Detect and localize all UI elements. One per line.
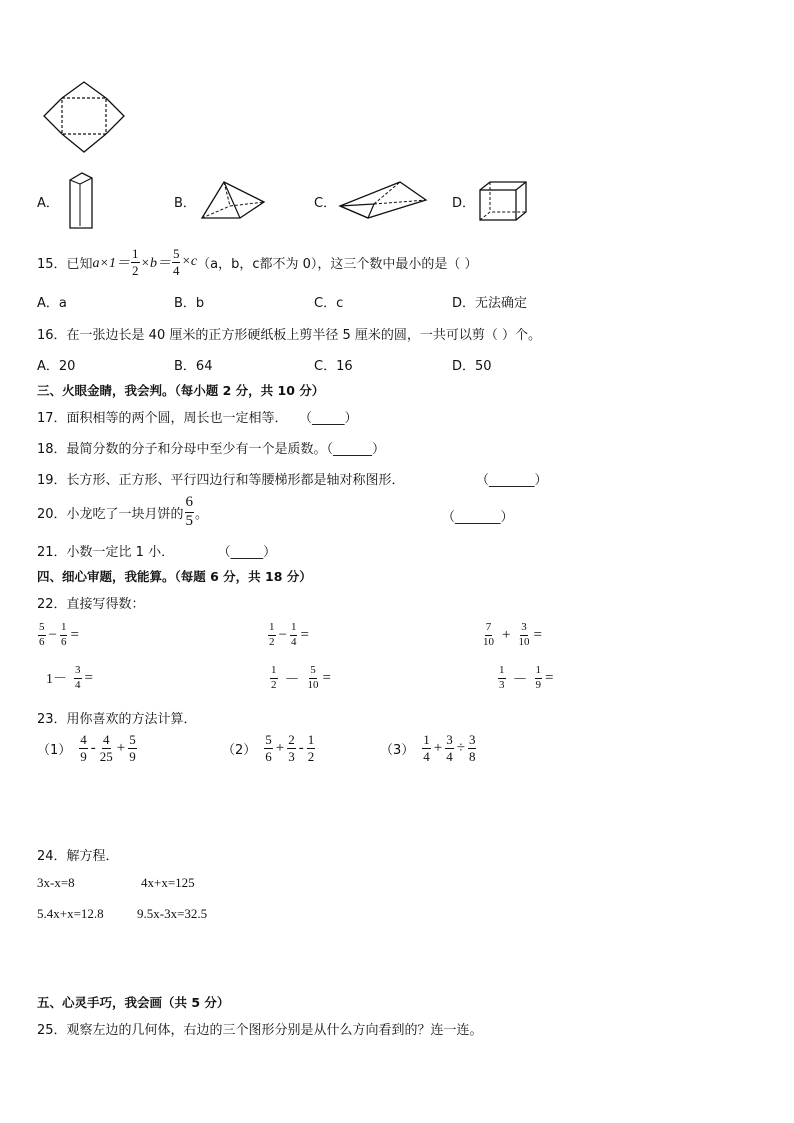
numerator: 3	[468, 732, 476, 747]
q15-fraction-1	[131, 247, 140, 277]
fraction	[468, 733, 477, 763]
numerator: 2	[288, 732, 295, 747]
fraction	[264, 733, 273, 763]
numerator: 3	[520, 622, 528, 636]
q15-tail: （a，b，c都不为 0），这三个数中最小的是（ ）	[197, 256, 478, 272]
denominator: 2	[271, 678, 277, 691]
fraction	[79, 733, 88, 763]
q16-option-a: A．20	[37, 359, 76, 374]
denominator: 10	[483, 635, 494, 648]
numerator: 3	[446, 732, 453, 747]
numerator: 5	[265, 732, 272, 747]
denominator: 3	[499, 678, 505, 691]
question-21	[37, 541, 276, 560]
fraction	[99, 733, 114, 763]
q19-answer-blank[interactable]: （_______）	[476, 473, 548, 488]
q22-item-2	[267, 622, 311, 648]
q15-number: 15．已知	[37, 256, 93, 272]
item-label: （3）	[380, 742, 415, 758]
equation-2: 4x+x=125	[141, 875, 195, 890]
equation-4: 9.5x-3x=32.5	[137, 906, 208, 921]
fraction	[290, 622, 298, 648]
equals: =	[533, 626, 542, 643]
numerator: 1	[132, 246, 139, 261]
question-20	[37, 495, 208, 530]
item-label: （1）	[37, 742, 72, 758]
pyramid-icon	[200, 180, 270, 222]
q24-title: 24．解方程．	[37, 849, 119, 864]
q21-answer-blank[interactable]: （_____）	[224, 545, 277, 560]
fraction	[482, 622, 495, 648]
q21-text: 21．小数一定比 1 小．	[37, 545, 175, 560]
equation-1: 3x-x=8	[37, 875, 75, 890]
equals: =	[322, 669, 331, 686]
fraction	[60, 622, 68, 648]
option-c-label: C．	[314, 196, 337, 211]
denominator: 9	[535, 678, 542, 691]
numerator: 1	[60, 622, 68, 636]
denominator: 9	[80, 748, 87, 764]
denominator: 4	[172, 262, 180, 278]
q15-eq-left: a×1＝	[92, 256, 130, 272]
numerator: 1	[268, 622, 276, 636]
denominator: 3	[288, 748, 295, 764]
operator: −	[278, 626, 287, 643]
fraction	[74, 665, 82, 691]
operator: −	[48, 626, 57, 643]
cube-icon	[478, 180, 530, 222]
question-19	[37, 469, 405, 488]
q16-option-b: B．64	[174, 359, 213, 374]
numerator: 1	[270, 665, 278, 679]
operator: －	[284, 671, 300, 688]
question-15	[37, 247, 478, 277]
denominator: 6	[60, 635, 67, 648]
operand-lead: 1－	[46, 672, 67, 688]
q23-item-3	[380, 733, 477, 763]
denominator: 2	[269, 635, 275, 648]
fraction	[38, 622, 46, 648]
numerator: 4	[80, 732, 87, 747]
equals: =	[545, 669, 554, 686]
denominator: 6	[39, 635, 45, 648]
q15-option-a: A．a	[37, 296, 67, 311]
denominator: 10	[307, 678, 319, 691]
operator: ÷	[456, 739, 465, 756]
fraction	[268, 622, 276, 648]
numerator: 5	[129, 732, 136, 747]
q22-title: 22．直接写得数：	[37, 597, 145, 612]
question-16: 16．在一张边长是 40 厘米的正方形硬纸板上剪半径 5 厘米的圆，一共可以剪（ ）个。	[37, 328, 542, 343]
q20-text: 20．小龙吃了一块月饼的	[37, 506, 184, 522]
denominator: 2	[307, 748, 315, 764]
fraction	[128, 733, 137, 763]
denominator: 25	[99, 748, 113, 764]
operator: -	[298, 739, 304, 756]
q18-answer-blank[interactable]: （______）	[326, 442, 386, 457]
operator: -	[90, 739, 96, 756]
equals: =	[70, 626, 79, 643]
section-3-heading: 三、火眼金睛，我会判。（每小题 2 分，共 10 分）	[37, 383, 325, 398]
operator: +	[433, 739, 443, 756]
q19-text: 19．长方形、正方形、平行四边行和等腰梯形都是轴对称图形．	[37, 473, 405, 488]
q22-item-3	[481, 622, 544, 648]
question-25: 25．观察左边的几何体，右边的三个图形分别是从什么方向看到的？连一连。	[37, 1023, 483, 1038]
denominator: 4	[423, 748, 430, 764]
fraction	[517, 622, 530, 648]
denominator: 4	[446, 748, 453, 764]
operator: +	[116, 739, 126, 756]
q18-text: 18．最简分数的分子和分母中至少有一个是质数。	[37, 442, 327, 457]
numerator: 1	[423, 732, 430, 747]
operator: －	[512, 671, 528, 688]
q15-mul-b: ×b＝	[140, 256, 171, 272]
equation-3: 5.4x+x=12.8	[37, 906, 104, 921]
q15-option-c: C．c	[314, 296, 344, 311]
denominator: 2	[132, 262, 139, 278]
tall-prism-icon	[66, 172, 98, 230]
q22-item-4	[46, 665, 95, 691]
fraction	[498, 665, 506, 691]
q22-item-6	[497, 665, 555, 691]
numerator: 7	[485, 622, 493, 636]
denominator: 9	[129, 748, 136, 764]
equals: =	[300, 626, 309, 643]
q22-item-1	[37, 622, 81, 648]
q16-option-d: D．50	[452, 359, 492, 374]
numerator: 1	[290, 622, 298, 636]
numerator: 6	[185, 495, 195, 513]
pyramid-net-figure	[42, 80, 126, 154]
fraction	[270, 665, 278, 691]
denominator: 8	[468, 748, 476, 764]
numerator: 1	[498, 665, 506, 679]
q23-title: 23．用你喜欢的方法计算．	[37, 712, 197, 727]
fraction	[535, 665, 543, 691]
q17-text: 17．面积相等的两个圆，周长也一定相等．	[37, 411, 288, 426]
question-17	[37, 407, 358, 426]
operator: +	[275, 739, 285, 756]
q20-answer-blank[interactable]: （_______）	[442, 510, 514, 525]
option-a-label: A．	[37, 196, 59, 211]
operator: +	[502, 626, 511, 643]
denominator: 6	[265, 748, 272, 764]
fraction	[307, 733, 316, 763]
denominator: 10	[518, 635, 530, 648]
fraction	[307, 665, 320, 691]
q23-item-1	[37, 733, 138, 763]
numerator: 5	[38, 622, 46, 636]
numerator: 3	[74, 665, 82, 679]
numerator: 5	[172, 246, 180, 261]
q23-item-2	[222, 733, 316, 763]
q16-option-c: C．16	[314, 359, 353, 374]
item-label: （2）	[222, 742, 257, 758]
numerator: 5	[309, 665, 317, 679]
q20-fraction	[185, 495, 195, 530]
fraction	[422, 733, 431, 763]
fraction	[445, 733, 454, 763]
q15-mul-c: ×c	[181, 254, 198, 270]
section-4-heading: 四、细心审题，我能算。（每题 6 分，共 18 分）	[37, 569, 312, 584]
question-18	[37, 438, 385, 457]
triangular-prism-icon	[338, 180, 430, 220]
option-d-label: D．	[452, 196, 476, 211]
denominator: 5	[185, 512, 194, 529]
option-b-label: B．	[174, 196, 196, 211]
q22-item-5	[269, 665, 333, 691]
q15-option-b: B．b	[174, 296, 205, 311]
denominator: 4	[75, 678, 81, 691]
q15-option-d: D．无法确定	[452, 296, 528, 311]
q17-answer-blank[interactable]: （_____）	[305, 411, 358, 426]
q20-end: 。	[195, 506, 209, 522]
denominator: 4	[290, 635, 297, 648]
numerator: 4	[103, 732, 110, 747]
numerator: 1	[307, 732, 315, 747]
fraction	[287, 733, 296, 763]
equals: =	[84, 669, 93, 686]
numerator: 1	[535, 665, 543, 679]
section-5-heading: 五、心灵手巧，我会画（共 5 分）	[37, 995, 230, 1010]
q15-fraction-2	[172, 247, 181, 277]
